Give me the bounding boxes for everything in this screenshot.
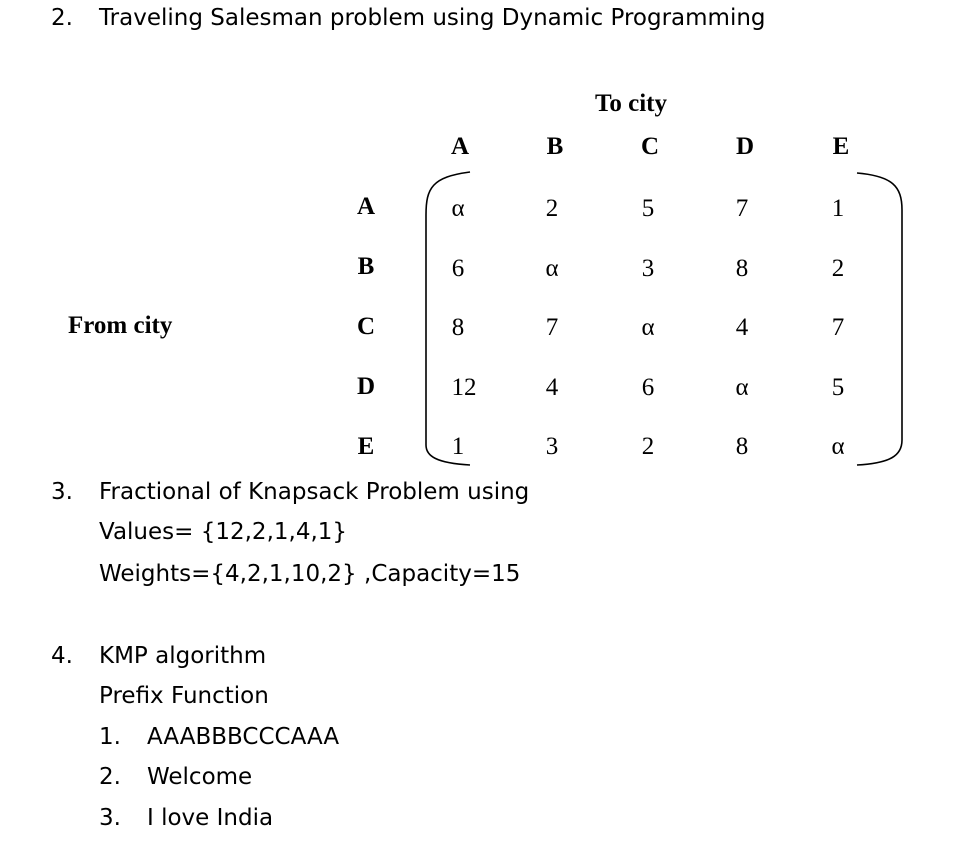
- from-city-label: From city: [68, 312, 173, 339]
- matrix-cell: 2: [545, 195, 559, 222]
- subitem-2-number: 2.: [99, 764, 121, 790]
- matrix-cell: 5: [641, 195, 655, 222]
- right-bracket: [857, 173, 902, 465]
- matrix-cell: 1: [831, 195, 845, 222]
- matrix-cell: α: [451, 195, 465, 222]
- matrix-cell: 8: [451, 314, 465, 341]
- matrix-cell: α: [735, 374, 749, 401]
- item-4-title: KMP algorithm: [99, 643, 267, 669]
- matrix-cell: 4: [735, 314, 749, 341]
- knapsack-weights: Weights={4,2,1,10,2} ,Capacity=15: [99, 561, 521, 587]
- matrix-cell: 7: [831, 314, 845, 341]
- subitem-2-text: Welcome: [147, 764, 253, 790]
- col-header-c: C: [640, 133, 660, 160]
- matrix-cell: 12: [451, 374, 477, 401]
- item-3-number: 3.: [51, 479, 73, 505]
- left-bracket: [426, 172, 470, 465]
- col-header-e: E: [832, 133, 850, 160]
- subitem-3-number: 3.: [99, 805, 121, 831]
- matrix-cell: 6: [641, 374, 655, 401]
- subitem-1-number: 1.: [99, 724, 121, 750]
- col-header-b: B: [546, 133, 564, 160]
- item-3-title: Fractional of Knapsack Problem using: [99, 479, 530, 505]
- matrix-cell: 6: [451, 255, 465, 282]
- matrix-cell: 3: [545, 433, 559, 460]
- matrix-cell: 1: [451, 433, 465, 460]
- row-header-c: C: [356, 313, 376, 340]
- row-header-e: E: [357, 433, 375, 460]
- matrix-cell: 8: [735, 433, 749, 460]
- matrix-cell: 8: [735, 255, 749, 282]
- matrix-cell: 2: [831, 255, 845, 282]
- matrix-cell: 2: [641, 433, 655, 460]
- col-header-d: D: [735, 133, 755, 160]
- matrix-cell: α: [641, 314, 655, 341]
- matrix-cell: 7: [545, 314, 559, 341]
- prefix-function-label: Prefix Function: [99, 683, 269, 709]
- row-header-d: D: [356, 373, 376, 400]
- to-city-label: To city: [595, 90, 667, 117]
- matrix-cell: 4: [545, 374, 559, 401]
- item-4-number: 4.: [51, 643, 73, 669]
- subitem-1-text: AAABBBCCCAAA: [147, 724, 340, 750]
- matrix-cell: 5: [831, 374, 845, 401]
- matrix-cell: α: [545, 255, 559, 282]
- knapsack-values: Values= {12,2,1,4,1}: [99, 519, 348, 545]
- item-2-title: Traveling Salesman problem using Dynamic Programming: [99, 5, 766, 31]
- row-header-b: B: [357, 253, 375, 280]
- matrix-cell: α: [831, 433, 845, 460]
- row-header-a: A: [356, 193, 376, 220]
- item-2-number: 2.: [51, 5, 73, 31]
- col-header-a: A: [450, 133, 470, 160]
- subitem-3-text: I love India: [147, 805, 274, 831]
- matrix-cell: 7: [735, 195, 749, 222]
- matrix-cell: 3: [641, 255, 655, 282]
